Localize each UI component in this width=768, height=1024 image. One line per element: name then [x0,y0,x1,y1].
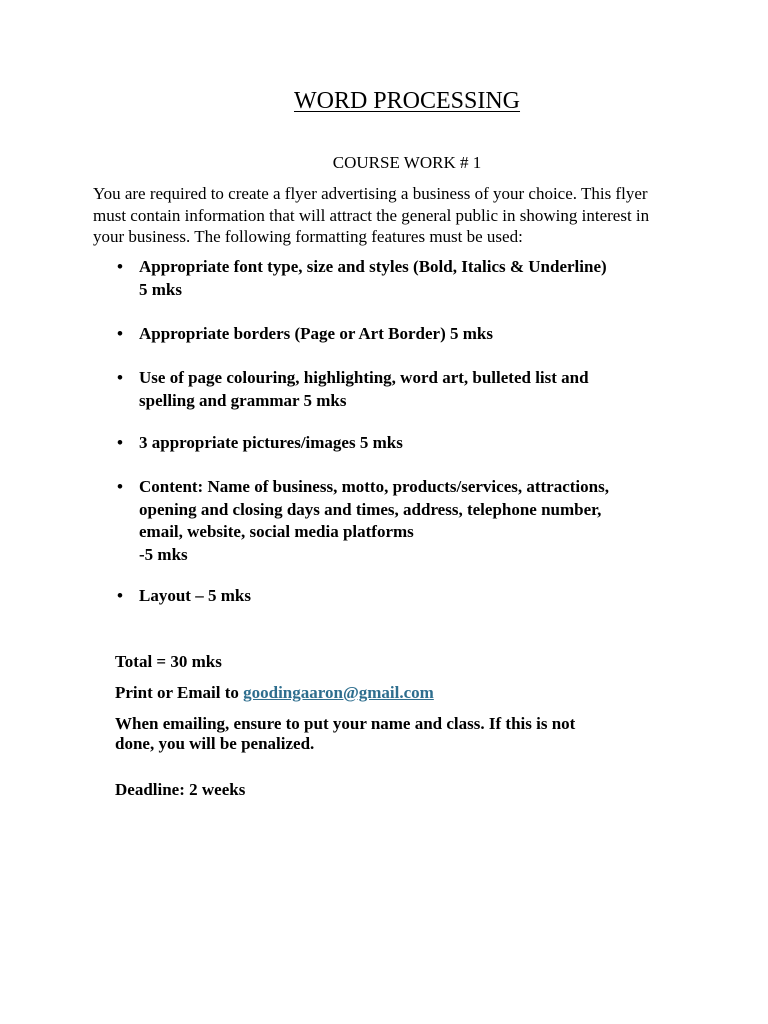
bullet-icon: • [117,433,123,452]
total-marks: Total = 30 mks [115,652,222,671]
list-item-line: Layout – 5 mks [139,586,251,605]
list-item [93,323,653,346]
list-item-line: opening and closing days and times, address, telephone number, [139,499,602,519]
bullet-icon: • [117,477,123,496]
list-item-line: 3 appropriate pictures/images 5 mks [139,433,403,452]
emailing-note-line: When emailing, ensure to put your name and class. If this is not [115,714,576,733]
bullet-icon: • [117,324,123,343]
list-item [93,367,653,412]
intro-paragraph: You are required to create a flyer advertising a business of your choice. This flyer must contain information that will attract the general public in showing interest in your business. The following formatting features must be used: [93,184,650,247]
list-item-line: Appropriate font type, size and styles (Bold, Italics & Underline) [139,257,607,276]
emailing-note [115,714,655,754]
list-item [93,256,653,301]
list-item-line: Use of page colouring, highlighting, word art, bulleted list and [139,368,589,387]
emailing-note-line: done, you will be penalized. [115,734,315,753]
deadline: Deadline: 2 weeks [115,780,246,799]
list-item-line: -5 mks [139,544,188,564]
list-item-line: Appropriate borders (Page or Art Border) 5 mks [139,324,493,343]
list-item [93,585,653,608]
document-title: WORD PROCESSING [293,88,521,114]
bullet-icon: • [117,586,123,605]
document-subtitle: COURSE WORK # 1 [332,153,482,172]
list-item-line: email, website, social media platforms [139,522,414,541]
bullet-icon: • [117,368,123,387]
submission-line [115,683,655,703]
list-item [93,432,653,455]
list-item-line: 5 mks [139,279,182,299]
submission-label: Print or Email to [115,683,244,702]
bullet-icon: • [117,257,123,276]
email-link[interactable]: goodingaaron@gmail.com [243,683,434,702]
list-item [93,476,653,566]
list-item-line: spelling and grammar 5 mks [139,390,347,410]
list-item-line: Content: Name of business, motto, products/services, attractions, [139,477,609,496]
